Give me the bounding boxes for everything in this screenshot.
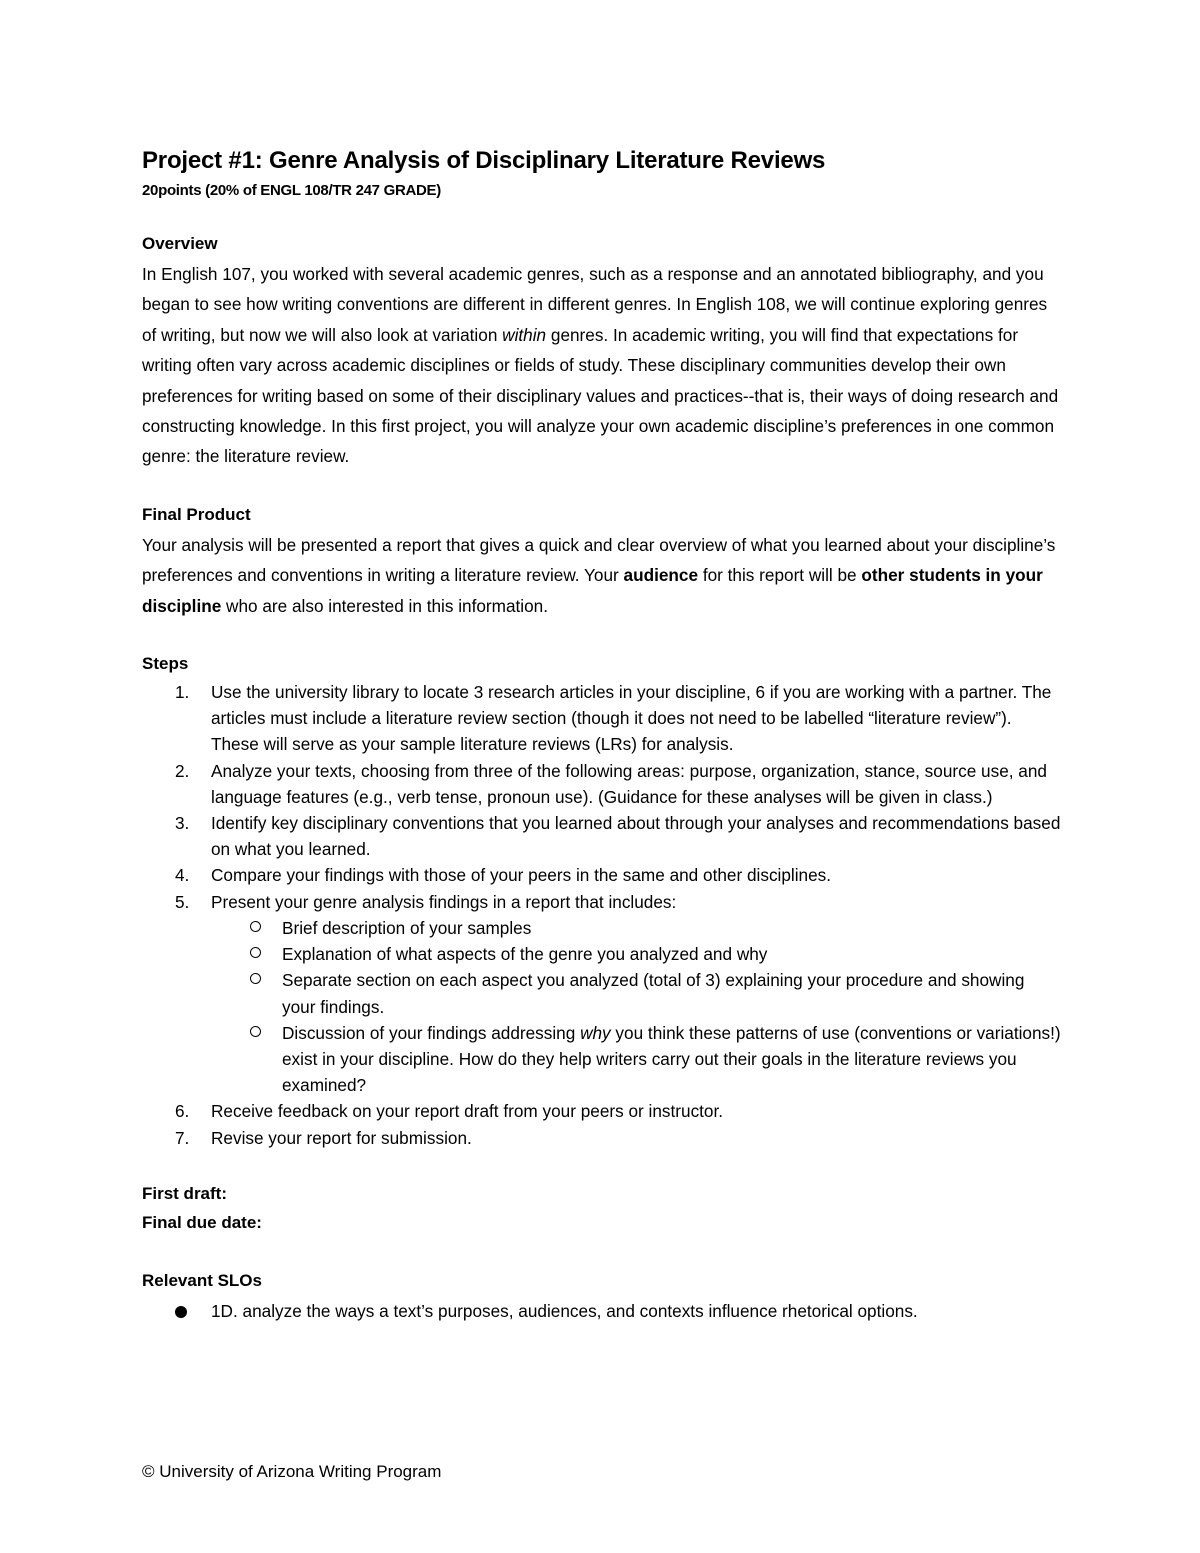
report-content-text-b: you think these patterns of use (conventions or variations!) exist in your discipline. How do they help writers carry out their goals in the literature reviews you examined? (282, 1022, 1061, 1096)
overview-text-2: genres. In academic writing, you will find that expectations for writing often vary across academic disciplines or fields of study. These disciplinary communities develop their own preferences for writing based on some of their disciplinary values and practices--that is, their ways of doing research and constructing knowledge. In this first project, you will analyze your own academic discipline’s preferences in one common genre: the literature review. (142, 324, 1059, 467)
slos-section (142, 1266, 1062, 1326)
step-item (142, 1098, 1062, 1124)
step-text: Receive feedback on your report draft from your peers or instructor. (211, 1101, 724, 1122)
final-product-text-2: for this report will be (698, 565, 862, 586)
report-contents-list (142, 915, 1062, 1098)
overview-text-1: In English 107, you worked with several academic genres, such as a response and an annotated bibliography, and you began to see how writing conventions are different in different genres. In English 108, we will continue exploring genres of writing, but now we will also look at variation (142, 264, 1048, 345)
slos-heading: Relevant SLOs (142, 1270, 262, 1290)
step-text: Analyze your texts, choosing from three of the following areas: purpose, organization, stance, source use, and language features (e.g., verb tense, pronoun use). (Guidance for these analyses will be given in class.) (211, 760, 1047, 807)
step-number: 6. (175, 1101, 190, 1122)
document-title: Project #1: Genre Analysis of Disciplinary Literature Reviews (142, 147, 826, 174)
final-product-audience: audience (623, 565, 699, 586)
final-product-heading: Final Product (142, 504, 251, 524)
step-item (142, 810, 1062, 862)
step-number: 5. (175, 891, 190, 912)
slo-text: 1D. analyze the ways a text’s purposes, audiences, and contexts influence rhetorical options. (211, 1300, 918, 1321)
report-content-text-em: why (580, 1022, 611, 1043)
report-content-item (142, 941, 1062, 967)
hollow-circle-icon (250, 1026, 261, 1037)
overview-heading: Overview (142, 234, 218, 253)
steps-list (142, 679, 1062, 915)
step-number: 2. (175, 760, 190, 781)
report-content-text: Separate section on each aspect you analyzed (total of 3) explaining your procedure and showing your findings. (282, 970, 1025, 1017)
step-text: Present your genre analysis findings in a report that includes: (211, 891, 677, 912)
first-draft-label: First draft: (142, 1183, 227, 1203)
overview-paragraph (142, 259, 1062, 472)
step-item (142, 862, 1062, 888)
step-item (142, 758, 1062, 810)
final-product-paragraph (142, 530, 1062, 621)
hollow-circle-icon (250, 973, 261, 984)
final-product-text-1: Your analysis will be presented a report that gives a quick and clear overview of what you learned about your discipline’s preferences and conventions in writing a literature review. Your (142, 534, 1056, 586)
step-text: Revise your report for submission. (211, 1127, 472, 1148)
dates-section (142, 1179, 1062, 1238)
step-text: Identify key disciplinary conventions that you learned about through your analyses and recommendations based on what you learned. (211, 813, 1061, 860)
overview-text-em: within (502, 324, 547, 345)
steps-heading: Steps (142, 654, 189, 674)
step-item (142, 1125, 1062, 1151)
report-content-item (142, 1020, 1062, 1099)
step-item (142, 889, 1062, 915)
final-product-other-students: other students in your discipline (142, 565, 1043, 616)
hollow-circle-icon (250, 921, 261, 932)
slo-item (142, 1296, 1062, 1326)
report-content-text-a: Discussion of your findings addressing (282, 1022, 581, 1043)
final-product-text-3: who are also interested in this information. (221, 595, 549, 616)
filled-circle-icon (175, 1306, 187, 1318)
document-page (142, 146, 1062, 1326)
steps-section (142, 649, 1062, 1151)
step-text: Compare your findings with those of your peers in the same and other disciplines. (211, 865, 832, 886)
report-content-item (142, 915, 1062, 941)
copyright-footer: © University of Arizona Writing Program (142, 1462, 442, 1481)
steps-list-continued (142, 1098, 1062, 1150)
document-subtitle: 20points (20% of ENGL 108/TR 247 GRADE) (142, 182, 441, 199)
step-number: 7. (175, 1127, 190, 1148)
step-item (142, 679, 1062, 758)
step-number: 1. (175, 682, 190, 703)
overview-section (142, 229, 1062, 472)
step-number: 3. (175, 813, 190, 834)
report-content-item (142, 967, 1062, 1019)
report-content-text: Brief description of your samples (282, 917, 532, 938)
final-product-section (142, 500, 1062, 621)
step-text: Use the university library to locate 3 research articles in your discipline, 6 if you are working with a partner. The articles must include a literature review section (though it does not need to be labelled “literature review”). These will serve as your sample literature reviews (LRs) for analysis. (211, 682, 1052, 755)
step-number: 4. (175, 865, 190, 886)
report-content-text: Explanation of what aspects of the genre you analyzed and why (282, 944, 768, 965)
final-due-date-label: Final due date: (142, 1213, 262, 1233)
hollow-circle-icon (250, 947, 261, 958)
